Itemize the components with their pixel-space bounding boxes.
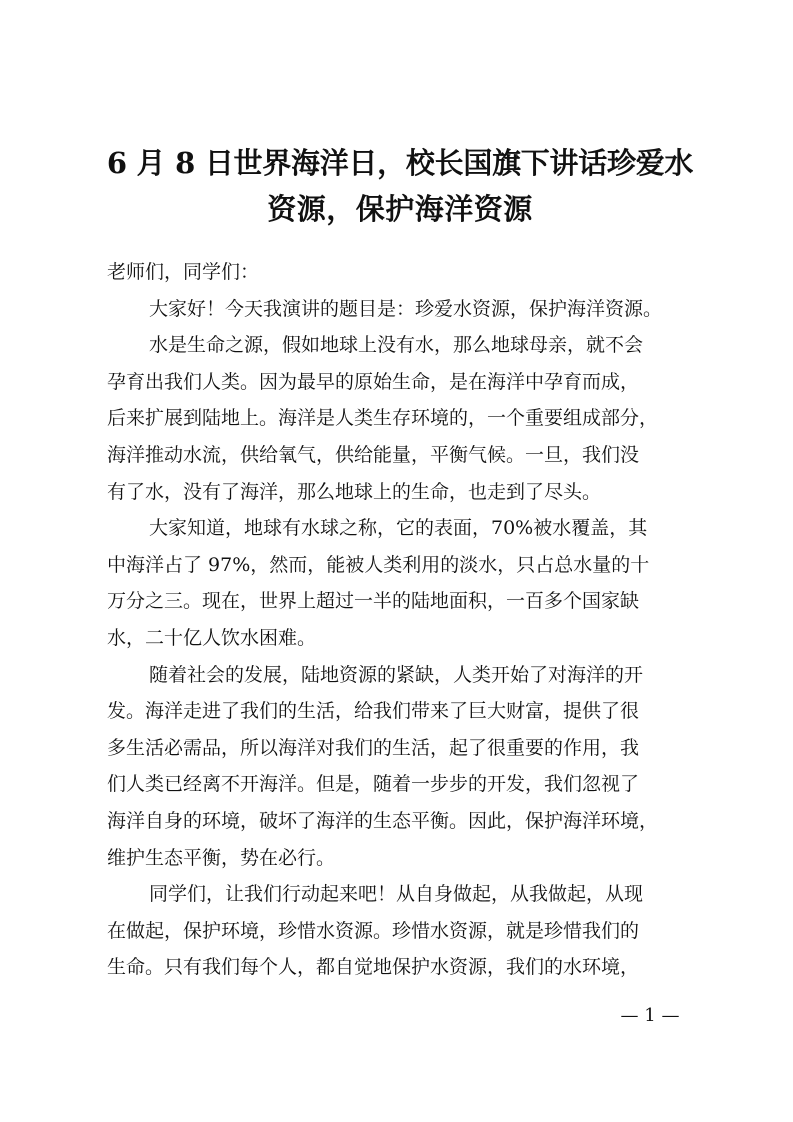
- paragraph-line: 大家知道，地球有水球之称，它的表面，70%被水覆盖，其: [149, 517, 648, 540]
- paragraph-line: 后来扩展到陆地上。海洋是人类生存环境的，一个重要组成部分，: [107, 407, 659, 430]
- page-number: — 1 —: [620, 1005, 680, 1026]
- paragraph-line: 随着社会的发展，陆地资源的紧缺，人类开始了对海洋的开: [149, 663, 644, 686]
- paragraph-line: 大家好！今天我演讲的题目是：珍爱水资源，保护海洋资源。: [149, 297, 663, 320]
- paragraph-line: 海洋自身的环境，破坏了海洋的生态平衡。因此，保护海洋环境，: [107, 809, 659, 832]
- paragraph-line: 多生活必需品，所以海洋对我们的生活，起了很重要的作用，我: [107, 736, 640, 759]
- paragraph-line: 有了水，没有了海洋，那么地球上的生命，也走到了尽头。: [107, 480, 602, 503]
- document-body: [107, 254, 697, 986]
- paragraph-line: 同学们，让我们行动起来吧！从自身做起，从我做起，从现: [149, 883, 644, 906]
- paragraph-line: 发。海洋走进了我们的生活，给我们带来了巨大财富，提供了很: [107, 700, 640, 723]
- paragraph-line: 们人类已经离不开海洋。但是，随着一步步的开发，我们忽视了: [107, 773, 640, 796]
- paragraph-line: 水是生命之源，假如地球上没有水，那么地球母亲，就不会: [149, 334, 644, 357]
- paragraph-line: 孕育出我们人类。因为最早的原始生命，是在海洋中孕育而成，: [107, 370, 640, 393]
- paragraph-line: 在做起，保护环境，珍惜水资源。珍惜水资源，就是珍惜我们的: [107, 919, 640, 942]
- paragraph-line: 水，二十亿人饮水困难。: [107, 626, 317, 649]
- paragraph-line: 海洋推动水流，供给氧气，供给能量，平衡气候。一旦，我们没: [107, 443, 640, 466]
- document-title: [100, 140, 700, 232]
- title-line-1: 6 月 8 日世界海洋日，校长国旗下讲话珍爱水: [106, 146, 694, 180]
- paragraph-line: 中海洋占了 97%，然而，能被人类利用的淡水，只占总水量的十: [107, 553, 650, 576]
- paragraph-line: 生命。只有我们每个人，都自觉地保护水资源，我们的水环境，: [107, 956, 640, 979]
- paragraph-line: 维护生态平衡，势在必行。: [107, 846, 336, 869]
- title-line-2: 资源，保护海洋资源: [267, 192, 533, 226]
- salutation-line: 老师们，同学们：: [107, 261, 260, 283]
- paragraph-line: 万分之三。现在，世界上超过一半的陆地面积，一百多个国家缺: [107, 590, 640, 613]
